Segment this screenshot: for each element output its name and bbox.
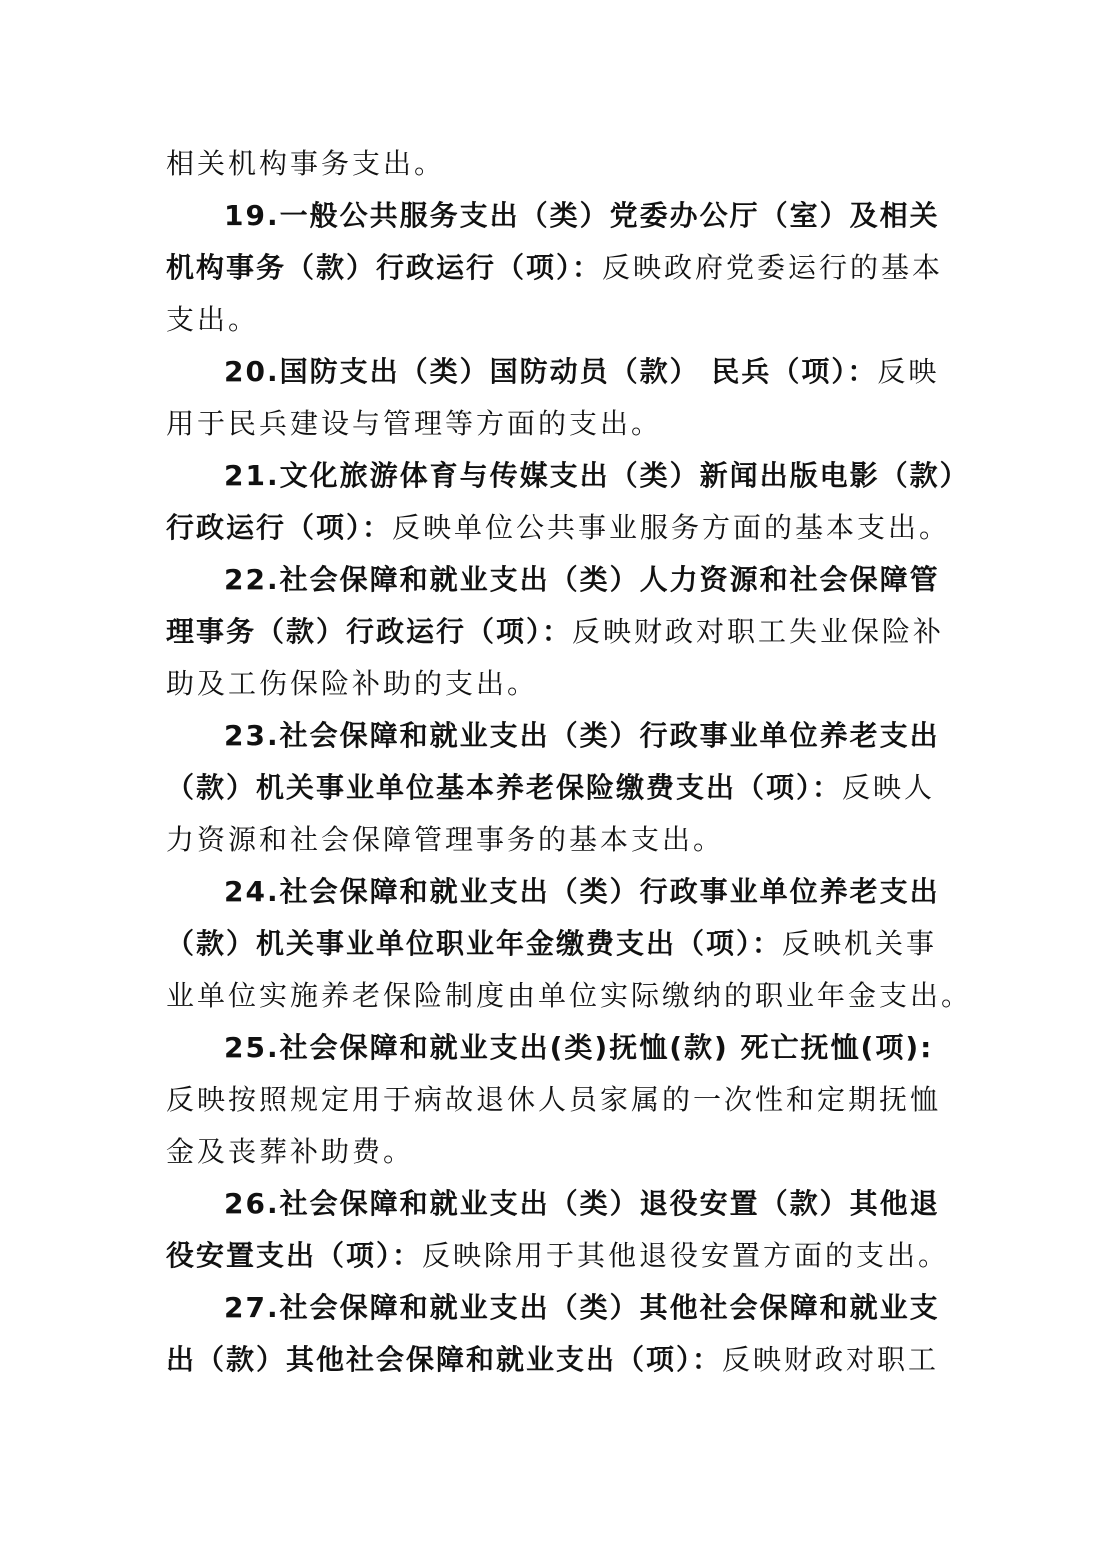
text-line <box>166 190 940 242</box>
heading-run: 出（款）其他社会保障和就业支出（项）： <box>166 1343 723 1376</box>
text-line <box>166 1074 942 1126</box>
heading-run: （款）机关事业单位职业年金缴费支出（项）： <box>166 927 783 960</box>
text-run: 助及工伤保险补助的支出。 <box>166 667 539 700</box>
text-line <box>166 762 936 814</box>
text-line <box>166 138 936 190</box>
text-line <box>166 814 936 866</box>
text-run: 反映除用于其他退役安置方面的支出。 <box>422 1239 950 1272</box>
text-line <box>166 918 936 970</box>
text-line <box>166 346 940 398</box>
heading-run: 20.国防支出（类）国防动员（款） 民兵（项）： <box>224 355 878 388</box>
paragraph <box>166 450 970 554</box>
text-run: 反映财政对职工失业保险补 <box>572 615 945 648</box>
text-run: 力资源和社会保障管理事务的基本支出。 <box>166 823 725 856</box>
text-line <box>166 710 940 762</box>
paragraph <box>166 1282 940 1386</box>
text-line <box>166 1230 950 1282</box>
text-line <box>166 294 936 346</box>
text-run: 业单位实施养老保险制度由单位实际缴纳的职业年金支出。 <box>166 979 973 1012</box>
document-page <box>166 138 973 1386</box>
heading-run: 26.社会保障和就业支出（类）退役安置（款）其他退 <box>224 1187 940 1220</box>
heading-run: 21.文化旅游体育与传媒支出（类）新闻出版电影（款） <box>224 459 970 492</box>
heading-run: 27.社会保障和就业支出（类）其他社会保障和就业支 <box>224 1291 940 1324</box>
text-line <box>166 502 951 554</box>
heading-run: 理事务（款）行政运行（项）： <box>166 615 573 648</box>
heading-run: 役安置支出（项）： <box>166 1239 423 1272</box>
text-line <box>166 606 945 658</box>
paragraph <box>166 1178 950 1282</box>
text-line <box>166 1178 940 1230</box>
heading-run: 行政运行（项）： <box>166 511 393 544</box>
paragraph <box>166 138 936 190</box>
text-line <box>166 242 944 294</box>
heading-run: 22.社会保障和就业支出（类）人力资源和社会保障管 <box>224 563 940 596</box>
heading-run: （款）机关事业单位基本养老保险缴费支出（项）： <box>166 771 843 804</box>
heading-run: 机构事务（款）行政运行（项）： <box>166 251 603 284</box>
text-line <box>166 970 973 1022</box>
text-run: 反映政府党委运行的基本 <box>602 251 944 284</box>
text-line <box>166 1126 936 1178</box>
text-line <box>166 866 940 918</box>
paragraph <box>166 710 940 866</box>
text-run: 金及丧葬补助费。 <box>166 1135 415 1168</box>
paragraph <box>166 346 940 450</box>
text-run: 支出。 <box>166 303 260 336</box>
heading-run: 19.一般公共服务支出（类）党委办公厅（室）及相关 <box>224 199 940 232</box>
paragraph <box>166 554 945 710</box>
text-line <box>166 398 936 450</box>
heading-run: 25.社会保障和就业支出(类)抚恤(款) 死亡抚恤(项): <box>224 1031 934 1064</box>
text-run: 反映财政对职工 <box>722 1343 940 1376</box>
text-line <box>166 1022 936 1074</box>
text-run: 反映 <box>877 355 940 388</box>
text-line <box>166 450 970 502</box>
paragraph <box>166 190 944 346</box>
text-line <box>166 658 936 710</box>
text-line <box>166 1334 940 1386</box>
heading-run: 23.社会保障和就业支出（类）行政事业单位养老支出 <box>224 719 940 752</box>
text-run: 反映按照规定用于病故退休人员家属的一次性和定期抚恤 <box>166 1083 942 1116</box>
text-line <box>166 554 940 606</box>
heading-run: 24.社会保障和就业支出（类）行政事业单位养老支出 <box>224 875 940 908</box>
text-run: 反映单位公共事业服务方面的基本支出。 <box>392 511 951 544</box>
text-run: 相关机构事务支出。 <box>166 147 446 180</box>
text-run: 反映人 <box>842 771 936 804</box>
text-run: 反映机关事 <box>782 927 938 960</box>
text-run: 用于民兵建设与管理等方面的支出。 <box>166 407 663 440</box>
paragraph <box>166 866 973 1022</box>
paragraph <box>166 1022 942 1178</box>
text-line <box>166 1282 940 1334</box>
